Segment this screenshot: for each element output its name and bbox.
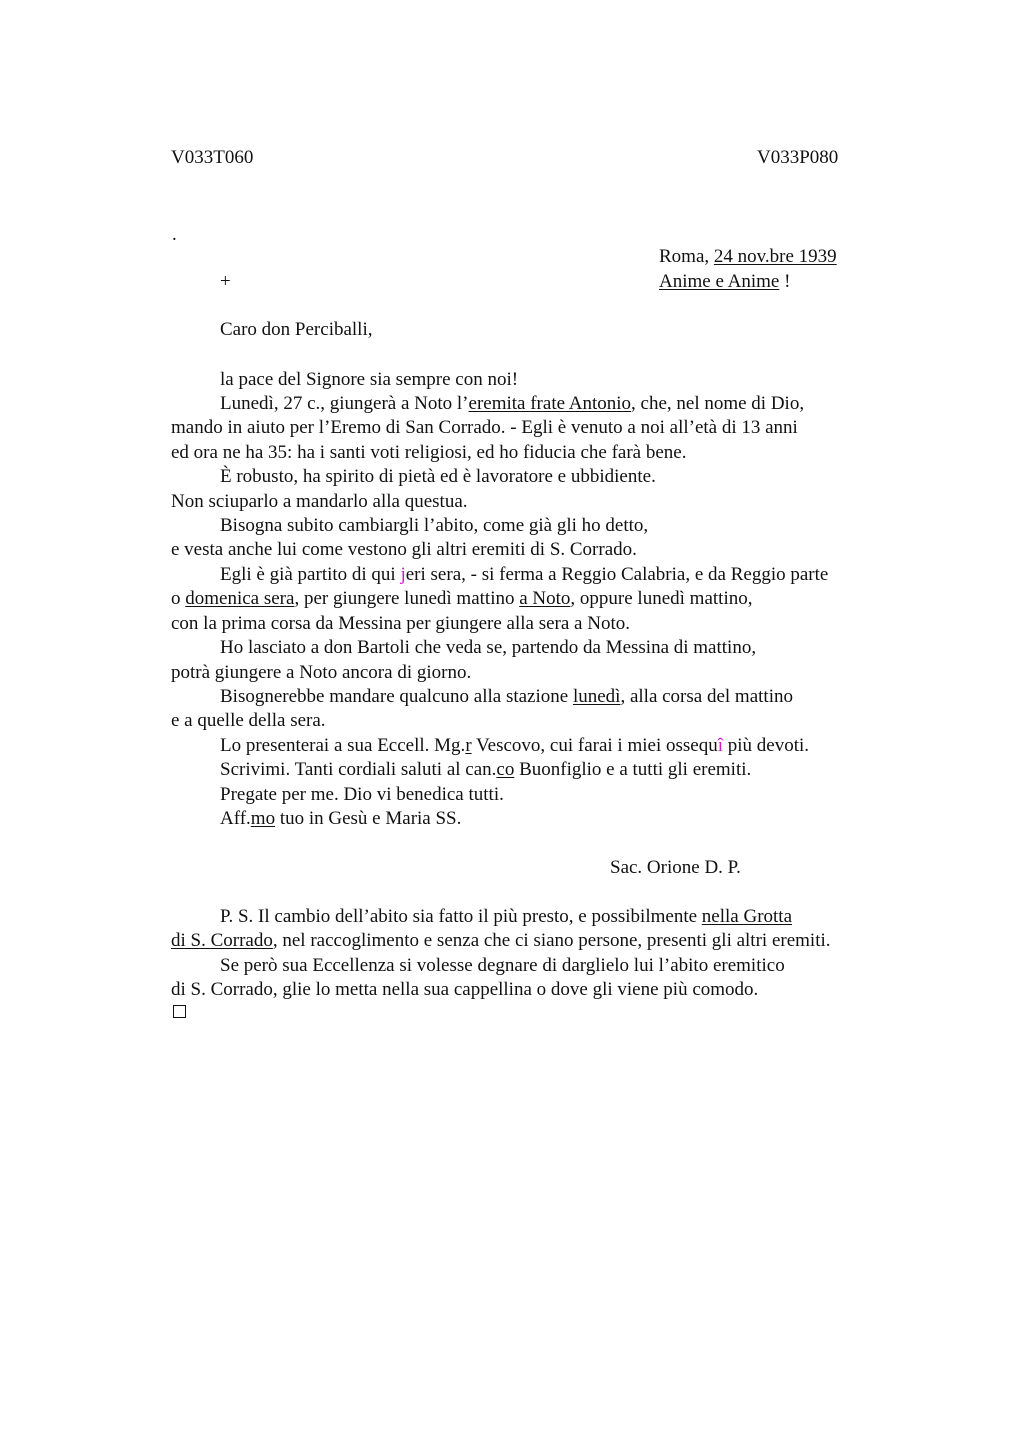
underlined-text: r [465,735,472,756]
motto-text: Anime e Anime [659,271,780,292]
body-line-4: ed ora ne ha 35: ha i santi voti religiosi, ed ho fiducia che farà bene. [171,442,687,463]
text-run: , alla corsa del mattino [620,686,793,707]
postscript-line-4: di S. Corrado, glie lo metta nella sua cappellina o dove gli viene più comodo. [171,979,759,1000]
text-run: , che, nel nome di Dio, [631,393,805,414]
text-run: Aff. [220,808,251,829]
text-run: più devoti. [723,735,810,756]
greeting: Caro don Perciballi, [220,319,373,340]
text-run: Lunedì, 27 c., giungerà a Noto l’ [220,393,469,414]
document-code-right: V033P080 [757,147,839,168]
text-run: tuo in Gesù e Maria SS. [275,808,462,829]
motto [659,271,790,293]
underlined-text: nella Grotta [701,906,793,927]
body-line-2 [220,393,804,415]
body-line-1: la pace del Signore sia sempre con noi! [220,369,519,390]
highlighted-letter: j [400,564,406,585]
body-line-10 [171,588,752,610]
highlighted-letter: î [717,735,723,756]
body-line-3: mando in aiuto per l’Eremo di San Corrado. - Egli è venuto a noi all’età di 13 anni [171,417,798,438]
text-run: Bisognerebbe mandare qualcuno alla stazione [220,686,573,707]
postscript-line-1 [220,906,792,928]
body-line-8: e vesta anche lui come vestono gli altri eremiti di S. Corrado. [171,539,637,560]
text-run: Vescovo, cui farai i miei ossequ [471,735,718,756]
document-code-left: V033T060 [171,147,254,168]
stray-dot: . [172,224,177,245]
text-run: Egli è già partito di qui [220,564,401,585]
underlined-text: lunedì [572,686,621,707]
underlined-text: mo [250,808,276,829]
body-line-16 [220,735,809,757]
body-line-6: Non sciuparlo a mandarlo alla questua. [171,491,468,512]
text-run: o [171,588,186,609]
signature: Sac. Orione D. P. [610,857,741,878]
body-line-13: potrà giungere a Noto ancora di giorno. [171,662,472,683]
text-run: eri sera, - si ferma a Reggio Calabria, e da Reggio parte [405,564,829,585]
text-run: , oppure lunedì mattino, [570,588,753,609]
postscript-line-3: Se però sua Eccellenza si volesse degnare di darglielo lui l’abito eremitico [220,955,785,976]
body-line-9 [220,564,828,586]
text-run: , per giungere lunedì mattino [294,588,520,609]
place-date [659,246,837,268]
body-line-18: Pregate per me. Dio vi benedica tutti. [220,784,504,805]
underlined-text: a Noto [519,588,571,609]
underlined-text: di S. Corrado [171,930,273,951]
motto-suffix: ! [779,271,791,292]
body-line-17 [220,759,751,781]
body-line-5: È robusto, ha spirito di pietà ed è lavoratore e ubbidiente. [220,466,656,487]
body-line-11: con la prima corsa da Messina per giungere alla sera a Noto. [171,613,630,634]
underlined-text: eremita frate Antonio [468,393,632,414]
underlined-text: domenica sera [185,588,295,609]
body-line-7: Bisogna subito cambiargli l’abito, come già gli ho detto, [220,515,649,536]
text-run: Buonfiglio e a tutti gli eremiti. [514,759,752,780]
postscript-line-2 [171,930,831,952]
underlined-text: co [496,759,515,780]
text-run: Scrivimi. Tanti cordiali saluti al can. [220,759,497,780]
end-mark-square-icon [173,1005,186,1018]
body-line-15: e a quelle della sera. [171,710,326,731]
text-run: , nel raccoglimento e senza che ci siano persone, presenti gli altri eremiti. [272,930,831,951]
place: Roma, [659,246,714,267]
body-line-12: Ho lasciato a don Bartoli che veda se, partendo da Messina di mattino, [220,637,757,658]
body-line-14 [220,686,793,708]
date: 24 nov.bre 1939 [713,246,837,267]
cross-symbol: + [220,271,231,292]
text-run: Lo presenterai a sua Eccell. Mg. [220,735,466,756]
text-run: P. S. Il cambio dell’abito sia fatto il più presto, e possibilmente [220,906,702,927]
body-line-19 [220,808,461,830]
